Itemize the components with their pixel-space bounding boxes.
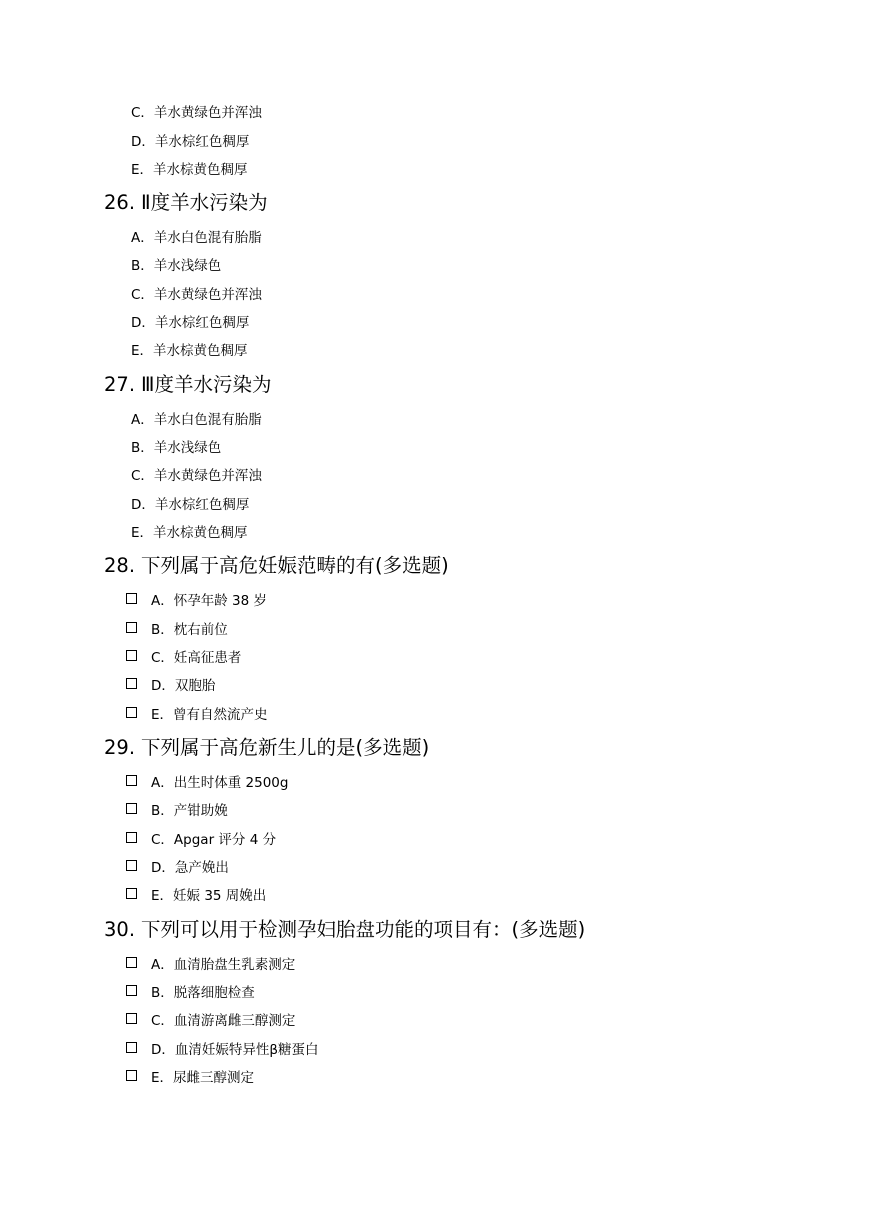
question-text: Ⅱ度羊水污染为: [141, 191, 268, 214]
option-label: C．妊高征患者: [151, 650, 242, 666]
option-label: D．双胞胎: [151, 678, 216, 694]
question-28-option-d[interactable]: [126, 677, 215, 695]
question-number: 30.: [104, 918, 136, 941]
checkbox[interactable]: [126, 860, 137, 871]
checkbox[interactable]: [126, 888, 137, 899]
question-26-option-b: B．羊水浅绿色: [131, 258, 222, 274]
question-27-option-b: B．羊水浅绿色: [131, 440, 222, 456]
question-27-option-c: C．羊水黄绿色并浑浊: [131, 468, 262, 484]
question-27-option-d: D．羊水棕红色稠厚: [131, 497, 250, 513]
checkbox[interactable]: [126, 957, 137, 968]
option-c: C．羊水黄绿色并浑浊: [131, 105, 262, 121]
question-text: Ⅲ度羊水污染为: [141, 373, 272, 396]
checkbox[interactable]: [126, 707, 137, 718]
option-label: A．血清胎盘生乳素测定: [151, 957, 296, 973]
checkbox[interactable]: [126, 832, 137, 843]
question-28-title: [104, 553, 449, 579]
question-29-option-a[interactable]: [126, 774, 288, 792]
question-30-option-d[interactable]: [126, 1041, 319, 1059]
checkbox[interactable]: [126, 803, 137, 814]
question-number: 27.: [104, 373, 136, 396]
option-label: C．Apgar 评分 4 分: [151, 832, 277, 848]
question-26-title: [104, 190, 268, 216]
question-text: 下列属于高危妊娠范畴的有(多选题): [141, 554, 449, 577]
question-text: 下列属于高危新生儿的是(多选题): [141, 736, 430, 759]
question-30-option-e[interactable]: [126, 1069, 254, 1087]
option-e: E．羊水棕黄色稠厚: [131, 162, 248, 178]
question-26-option-e: E．羊水棕黄色稠厚: [131, 343, 248, 359]
option-label: B．产钳助娩: [151, 803, 228, 819]
question-29-title: [104, 735, 429, 761]
checkbox[interactable]: [126, 985, 137, 996]
checkbox[interactable]: [126, 622, 137, 633]
option-label: D．血清妊娠特异性β糖蛋白: [151, 1042, 319, 1058]
question-26-option-c: C．羊水黄绿色并浑浊: [131, 287, 262, 303]
question-29-option-b[interactable]: [126, 802, 228, 820]
question-26-option-d: D．羊水棕红色稠厚: [131, 315, 250, 331]
question-29-option-e[interactable]: [126, 887, 266, 905]
question-28-option-b[interactable]: [126, 621, 228, 639]
option-label: B．枕右前位: [151, 622, 228, 638]
question-30-title: [104, 917, 585, 943]
question-number: 29.: [104, 736, 136, 759]
question-28-option-a[interactable]: [126, 592, 267, 610]
question-28-option-e[interactable]: [126, 706, 268, 724]
question-29-option-d[interactable]: [126, 859, 229, 877]
question-30-option-a[interactable]: [126, 956, 295, 974]
question-29-option-c[interactable]: [126, 831, 276, 849]
checkbox[interactable]: [126, 678, 137, 689]
question-30-option-c[interactable]: [126, 1012, 295, 1030]
question-27-title: [104, 372, 271, 398]
question-number: 26.: [104, 191, 136, 214]
option-label: E．曾有自然流产史: [151, 707, 268, 723]
option-label: E．妊娠 35 周娩出: [151, 888, 267, 904]
checkbox[interactable]: [126, 1013, 137, 1024]
question-number: 28.: [104, 554, 136, 577]
checkbox[interactable]: [126, 1070, 137, 1081]
question-26-option-a: A．羊水白色混有胎脂: [131, 230, 262, 246]
option-label: E．尿雌三醇测定: [151, 1070, 255, 1086]
option-d: D．羊水棕红色稠厚: [131, 134, 250, 150]
question-28-option-c[interactable]: [126, 649, 241, 667]
question-27-option-e: E．羊水棕黄色稠厚: [131, 525, 248, 541]
option-label: A．出生时体重 2500g: [151, 775, 289, 791]
option-label: A．怀孕年龄 38 岁: [151, 593, 267, 609]
question-27-option-a: A．羊水白色混有胎脂: [131, 412, 262, 428]
option-label: C．血清游离雌三醇测定: [151, 1013, 296, 1029]
question-text: 下列可以用于检测孕妇胎盘功能的项目有：(多选题): [141, 918, 586, 941]
option-label: D．急产娩出: [151, 860, 229, 876]
checkbox[interactable]: [126, 593, 137, 604]
checkbox[interactable]: [126, 650, 137, 661]
option-label: B．脱落细胞检查: [151, 985, 255, 1001]
checkbox[interactable]: [126, 1042, 137, 1053]
question-30-option-b[interactable]: [126, 984, 255, 1002]
checkbox[interactable]: [126, 775, 137, 786]
